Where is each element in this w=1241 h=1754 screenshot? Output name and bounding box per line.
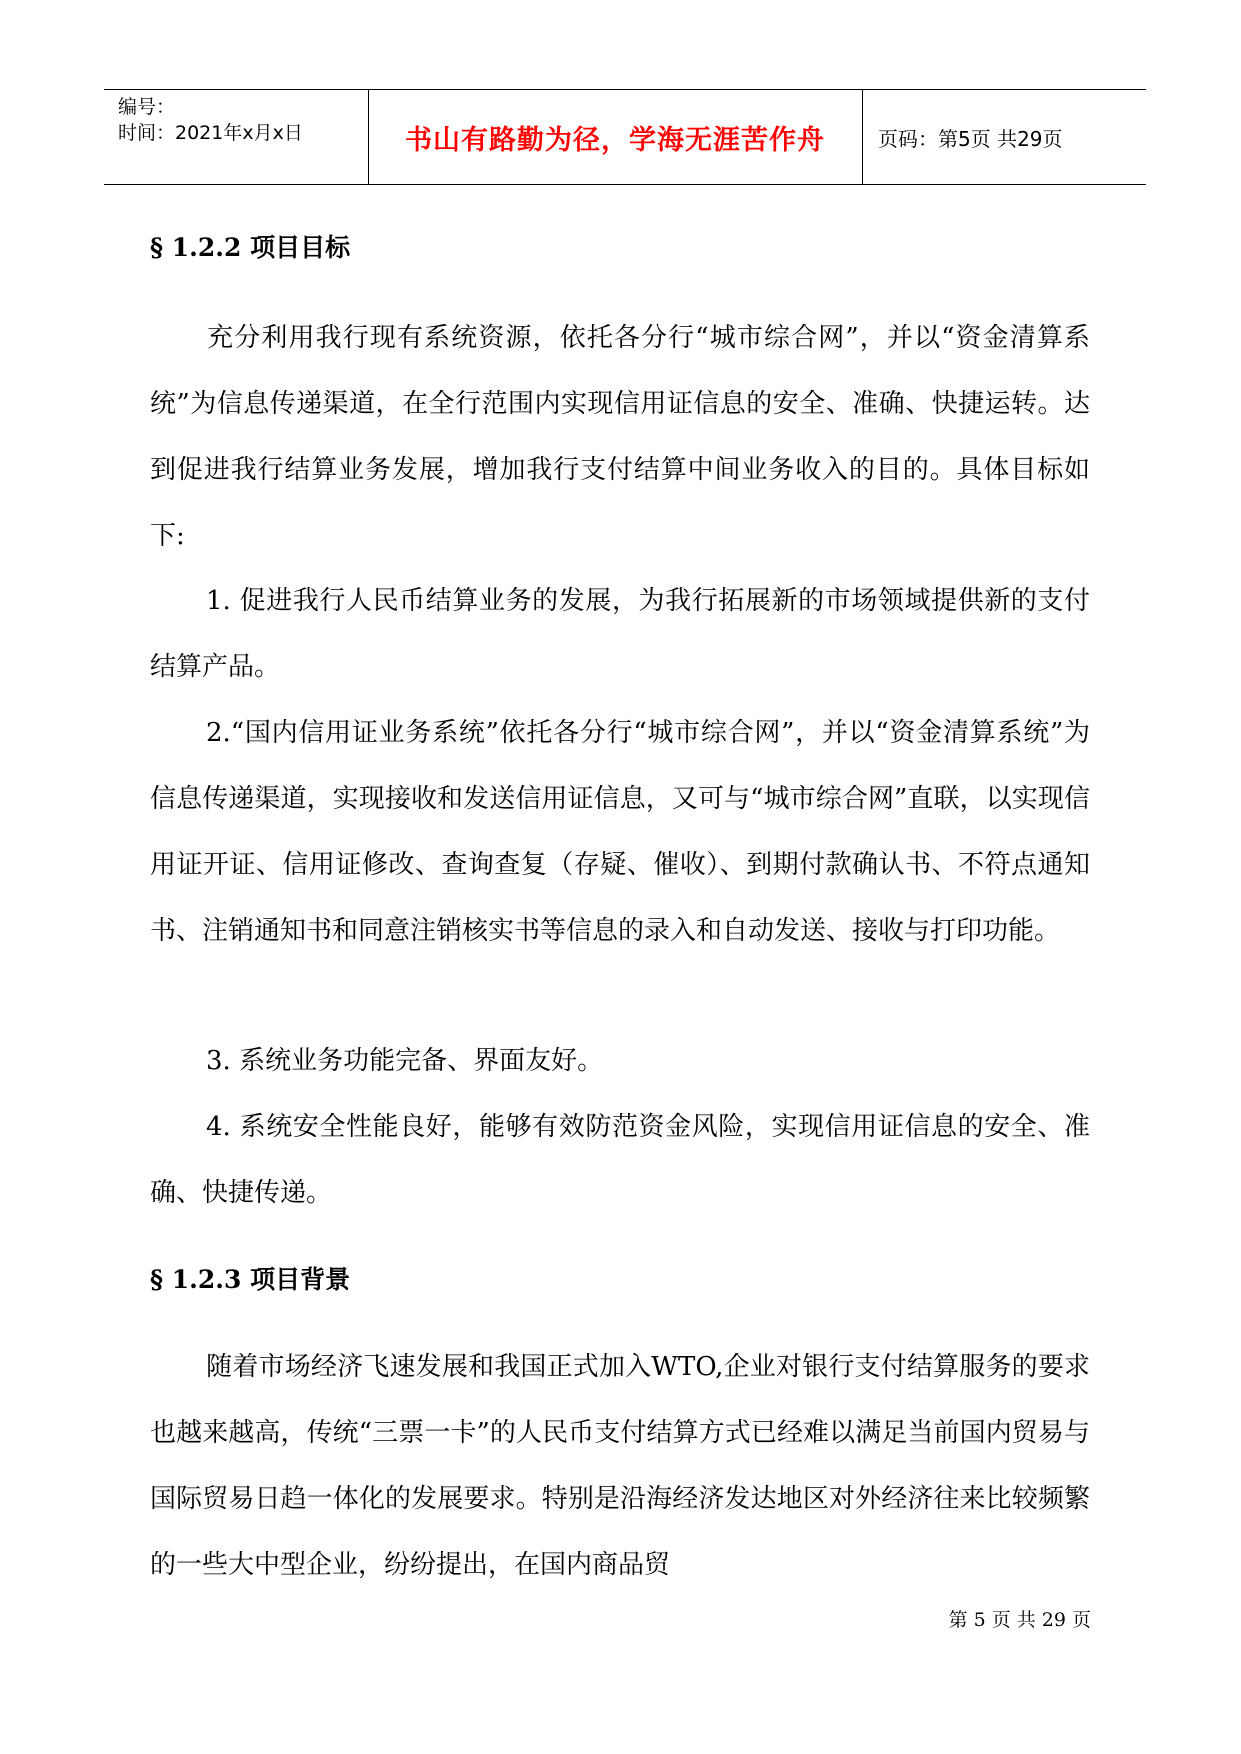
page-header: [104, 89, 1146, 185]
goal-item-2: 2.“国内信用证业务系统”依托各分行“城市综合网”，并以“资金清算系统”为信息传递渠道，实现接收和发送信用证信息，又可与“城市综合网”直联，以实现信用证开证、信用证修改、查询查复（存疑、催收）、到期付款确认书、不符点通知书、注销通知书和同意注销核实书等信息的录入和自动发送、接收与打印功能。: [150, 718, 1090, 946]
background-paragraph: 随着市场经济飞速发展和我国正式加入WTO,企业对银行支付结算服务的要求也越来越高，传统“三票一卡”的人民币支付结算方式已经难以满足当前国内贸易与国际贸易日趋一体化的发展要求。特别是沿海经济发达地区对外经济往来比较频繁的一些大中型企业，纷纷提出，在国内商品贸: [150, 1352, 1090, 1580]
header-page-code: 页码：第5页 共29页: [878, 126, 1063, 151]
goals-intro-paragraph: 充分利用我行现有系统资源，依托各分行“城市综合网”，并以“资金清算系统”为信息传递渠道，在全行范围内实现信用证信息的安全、准确、快捷运转。达到促进我行结算业务发展，增加我行支付结算中间业务收入的目的。具体目标如下:: [150, 323, 1090, 551]
section-heading-project-goals: § 1.2.2 项目目标: [150, 233, 351, 262]
goal-item-4: 4. 系统安全性能良好，能够有效防范资金风险，实现信用证信息的安全、准确、快捷传递。: [150, 1112, 1090, 1208]
goal-item-1: 1. 促进我行人民币结算业务的发展，为我行拓展新的市场领域提供新的支付结算产品。: [150, 586, 1090, 682]
goal-item-3: 3. 系统业务功能完备、界面友好。: [206, 1046, 604, 1076]
header-motto-cell: [368, 90, 863, 184]
page-footer-number: 第 5 页 共 29 页: [948, 1609, 1091, 1631]
header-motto: 书山有路勤为径，学海无涯苦作舟: [405, 124, 825, 156]
document-number-label: 编号：: [118, 96, 176, 118]
header-info-cell: [104, 90, 369, 184]
section-heading-project-background: § 1.2.3 项目背景: [150, 1265, 351, 1294]
document-time-label: 时间：2021年x月x日: [118, 122, 303, 144]
header-page-cell: [862, 90, 1146, 184]
